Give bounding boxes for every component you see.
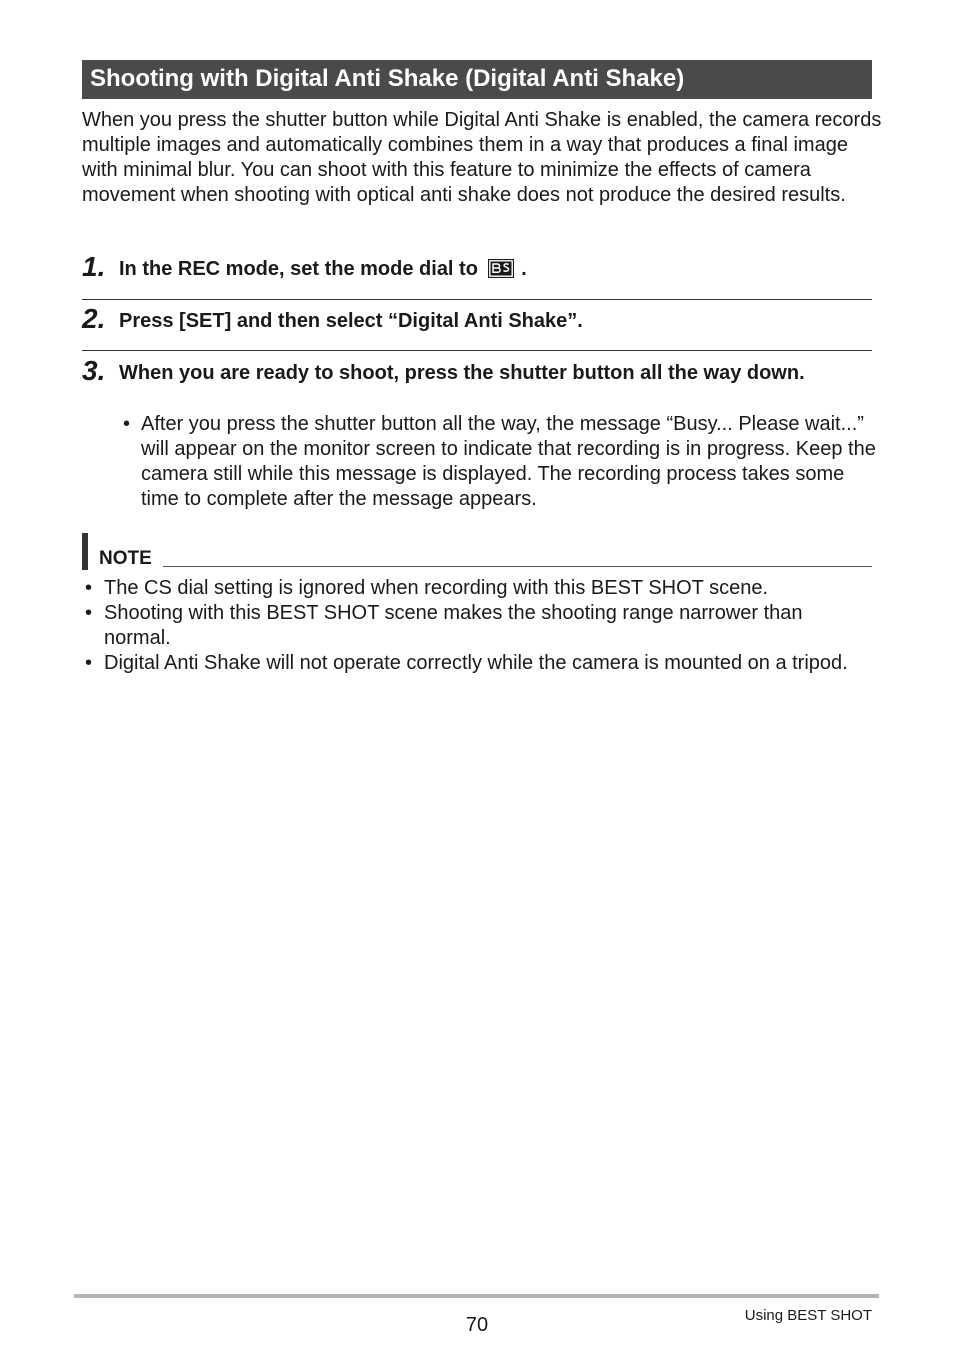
step-text bbox=[119, 256, 859, 282]
bullet-marker: • bbox=[123, 413, 131, 435]
note-list bbox=[82, 576, 872, 676]
section-heading-text: Shooting with Digital Anti Shake (Digital Anti Shake) bbox=[90, 65, 685, 92]
note-text: The CS dial setting is ignored when recording with this BEST SHOT scene. bbox=[104, 577, 769, 599]
bullet-marker: • bbox=[85, 652, 93, 674]
list-item bbox=[82, 601, 872, 651]
list-item bbox=[82, 576, 872, 601]
footer-rule bbox=[74, 1294, 879, 1298]
note-text: Shooting with this BEST SHOT scene makes the shooting range narrower than normal. bbox=[104, 602, 803, 649]
intro-paragraph: When you press the shutter button while Digital Anti Shake is enabled, the camera records multiple images and automatically combines them in a way that produces a final image with minimal blur. You can shoot with this feature to minimize the effects of camera movement when shooting with optical anti shake does not produce the desired results. bbox=[82, 109, 882, 206]
step-number: 3. bbox=[82, 355, 106, 386]
note-divider bbox=[163, 566, 872, 567]
step-text-before-icon: In the REC mode, set the mode dial to bbox=[119, 258, 478, 280]
bullet-text: After you press the shutter button all the way, the message “Busy... Please wait...” will appear on the monitor screen to indicate that recording is in progress. Keep the camera still while this message is displayed. The recording process takes some time to complete after the message appears. bbox=[141, 413, 876, 510]
step-divider bbox=[82, 350, 872, 351]
step-text-after-icon: . bbox=[521, 258, 527, 280]
step-number: 2. bbox=[82, 303, 106, 334]
step-divider bbox=[82, 299, 872, 300]
section-heading bbox=[82, 60, 872, 99]
bullet-marker: • bbox=[85, 577, 93, 599]
list-item bbox=[119, 412, 879, 512]
step-3-bullet-list bbox=[119, 412, 879, 512]
step-number: 1. bbox=[82, 251, 106, 282]
note-text: Digital Anti Shake will not operate correctly while the camera is mounted on a tripod. bbox=[104, 652, 848, 674]
step-text: When you are ready to shoot, press the shutter button all the way down. bbox=[119, 362, 805, 384]
footer-section-title: Using BEST SHOT bbox=[744, 1307, 872, 1324]
list-item bbox=[82, 651, 872, 676]
step-text: Press [SET] and then select “Digital Anti Shake”. bbox=[119, 310, 583, 332]
note-label: NOTE bbox=[99, 548, 152, 569]
note-marker-bar bbox=[82, 533, 88, 570]
bs-mode-icon bbox=[488, 259, 514, 278]
page-number: 70 bbox=[465, 1314, 489, 1336]
bullet-marker: • bbox=[85, 602, 93, 624]
